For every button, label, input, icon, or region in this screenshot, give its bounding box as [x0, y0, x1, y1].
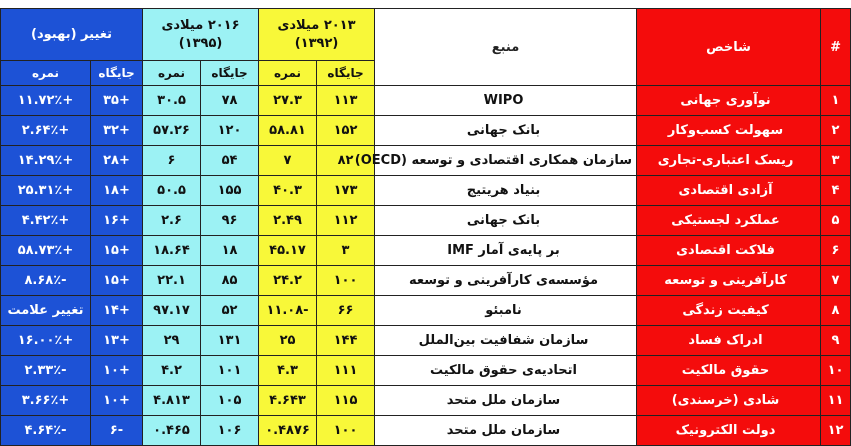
row-change-rank: +۱۸ — [91, 176, 143, 206]
row-2016-score: ۳۰.۵ — [143, 86, 201, 116]
row-change-rank: +۳۲ — [91, 116, 143, 146]
row-source: سازمان همکاری اقتصادی و توسعه (OECD) — [375, 146, 637, 176]
table-row — [1, 86, 851, 116]
row-number: ۹ — [821, 326, 851, 356]
row-2013-score: ۰.۴۸۷۶ — [259, 416, 317, 446]
row-2013-rank: ۱۱۱ — [317, 356, 375, 386]
row-2013-score: ۴.۶۴۳ — [259, 386, 317, 416]
row-indicator: حقوق مالکیت — [637, 356, 821, 386]
header-year-2016-shamsi: (۱۳۹۵) — [178, 35, 223, 51]
row-indicator: عملکرد لجستیکی — [637, 206, 821, 236]
row-2013-score: ۵۸.۸۱ — [259, 116, 317, 146]
row-2013-rank: ۸۲ — [317, 146, 375, 176]
row-2016-rank: ۱۵۵ — [201, 176, 259, 206]
header-source: منبع — [375, 9, 637, 86]
row-2013-rank: ۱۰۰ — [317, 416, 375, 446]
row-indicator: ادراک فساد — [637, 326, 821, 356]
row-2013-rank: ۱۱۵ — [317, 386, 375, 416]
row-number: ۳ — [821, 146, 851, 176]
row-2016-rank: ۱۲۰ — [201, 116, 259, 146]
header-change-score: نمره — [1, 61, 91, 86]
row-source: بانک جهانی — [375, 206, 637, 236]
row-2016-score: ۲۹ — [143, 326, 201, 356]
row-source: سازمان ملل متحد — [375, 386, 637, 416]
table-row — [1, 356, 851, 386]
row-2013-rank: ۱۴۴ — [317, 326, 375, 356]
header-number: # — [821, 9, 851, 86]
row-2013-rank: ۱۱۲ — [317, 206, 375, 236]
row-number: ۷ — [821, 266, 851, 296]
row-change-rank: +۱۰ — [91, 386, 143, 416]
row-2016-rank: ۵۴ — [201, 146, 259, 176]
row-change-rank: -۶ — [91, 416, 143, 446]
row-2016-score: ۵۷.۲۶ — [143, 116, 201, 146]
row-2016-rank: ۸۵ — [201, 266, 259, 296]
row-2016-rank: ۹۶ — [201, 206, 259, 236]
row-change-rank: +۳۵ — [91, 86, 143, 116]
table-row — [1, 416, 851, 446]
header-change-rank: جایگاه — [91, 61, 143, 86]
row-2013-score: ۴.۳ — [259, 356, 317, 386]
table-body — [1, 86, 851, 446]
row-2013-score: ۲۴.۲ — [259, 266, 317, 296]
row-2013-rank: ۶۶ — [317, 296, 375, 326]
header-change: تغییر (بهبود) — [1, 9, 143, 61]
row-change-rank: +۱۵ — [91, 266, 143, 296]
header-2016-score: نمره — [143, 61, 201, 86]
row-source: بانک جهانی — [375, 116, 637, 146]
table-row — [1, 116, 851, 146]
row-2013-score: ۴۵.۱۷ — [259, 236, 317, 266]
row-2013-rank: ۳ — [317, 236, 375, 266]
row-number: ۵ — [821, 206, 851, 236]
row-2013-score: ۲۵ — [259, 326, 317, 356]
row-2016-score: ۱۸.۶۴ — [143, 236, 201, 266]
row-2013-score: ۴۰.۳ — [259, 176, 317, 206]
row-indicator: دولت الکترونیک — [637, 416, 821, 446]
row-change-score: +۱۶.۰۰٪ — [1, 326, 91, 356]
table-row — [1, 176, 851, 206]
row-2016-score: ۶ — [143, 146, 201, 176]
table-row — [1, 386, 851, 416]
header-2016-rank: جایگاه — [201, 61, 259, 86]
row-change-rank: +۱۳ — [91, 326, 143, 356]
header-indicator: شاخص — [637, 9, 821, 86]
row-2013-rank: ۱۰۰ — [317, 266, 375, 296]
row-2016-score: ۲۲.۱ — [143, 266, 201, 296]
header-year-2016 — [143, 9, 259, 61]
header-year-2013-shamsi: (۱۳۹۲) — [294, 35, 339, 51]
row-indicator: سهولت کسب‌وکار — [637, 116, 821, 146]
row-2016-score: ۰.۴۶۵ — [143, 416, 201, 446]
row-number: ۸ — [821, 296, 851, 326]
row-indicator: کارآفرینی و توسعه — [637, 266, 821, 296]
row-indicator: کیفیت زندگی — [637, 296, 821, 326]
row-2016-rank: ۱۰۵ — [201, 386, 259, 416]
row-2013-rank: ۱۵۲ — [317, 116, 375, 146]
row-source: سازمان ملل متحد — [375, 416, 637, 446]
row-source: نامبئو — [375, 296, 637, 326]
row-change-rank: +۲۸ — [91, 146, 143, 176]
header-2013-rank: جایگاه — [317, 61, 375, 86]
table-row — [1, 326, 851, 356]
row-change-score: +۲.۶۴٪ — [1, 116, 91, 146]
row-indicator: آزادی اقتصادی — [637, 176, 821, 206]
row-number: ۱۰ — [821, 356, 851, 386]
row-2013-score: ۷ — [259, 146, 317, 176]
row-number: ۱ — [821, 86, 851, 116]
table-row — [1, 206, 851, 236]
row-2016-rank: ۵۲ — [201, 296, 259, 326]
header-year-2013 — [259, 9, 375, 61]
row-2013-score: ۲.۴۹ — [259, 206, 317, 236]
row-source: اتحادیه‌ی حقوق مالکیت — [375, 356, 637, 386]
row-source: WIPO — [375, 86, 637, 116]
row-source: مؤسسه‌ی کارآفرینی و توسعه — [375, 266, 637, 296]
row-change-score: +۲۵.۳۱٪ — [1, 176, 91, 206]
row-number: ۱۱ — [821, 386, 851, 416]
row-2013-score: -۱۱.۰۸ — [259, 296, 317, 326]
row-number: ۲ — [821, 116, 851, 146]
row-change-rank: +۱۶ — [91, 206, 143, 236]
header-year-2013-label: ۲۰۱۳ میلادی — [277, 17, 356, 33]
table-row — [1, 236, 851, 266]
row-change-score: -۸.۶۸٪ — [1, 266, 91, 296]
row-change-rank: +۱۴ — [91, 296, 143, 326]
row-2016-score: ۲.۶ — [143, 206, 201, 236]
row-source: سازمان شفافیت بین‌الملل — [375, 326, 637, 356]
row-2013-rank: ۱۱۳ — [317, 86, 375, 116]
row-2016-rank: ۱۸ — [201, 236, 259, 266]
table-row — [1, 146, 851, 176]
row-2016-score: ۹۷.۱۷ — [143, 296, 201, 326]
header-year-2016-label: ۲۰۱۶ میلادی — [161, 17, 240, 33]
row-source: بر پایه‌ی آمار IMF — [375, 236, 637, 266]
row-change-score: +۴.۴۲٪ — [1, 206, 91, 236]
row-2016-score: ۴.۸۱۳ — [143, 386, 201, 416]
row-indicator: شادی (خرسندی) — [637, 386, 821, 416]
row-change-score: +۱۴.۲۹٪ — [1, 146, 91, 176]
row-change-score: تغییر علامت — [1, 296, 91, 326]
row-change-score: +۵۸.۷۳٪ — [1, 236, 91, 266]
row-2016-rank: ۱۳۱ — [201, 326, 259, 356]
row-change-score: -۴.۶۴٪ — [1, 416, 91, 446]
row-2013-rank: ۱۷۳ — [317, 176, 375, 206]
row-2016-score: ۵۰.۵ — [143, 176, 201, 206]
row-change-rank: +۱۰ — [91, 356, 143, 386]
row-2016-score: ۴.۲ — [143, 356, 201, 386]
row-2016-rank: ۱۰۱ — [201, 356, 259, 386]
row-change-rank: +۱۵ — [91, 236, 143, 266]
row-source: بنیاد هریتیج — [375, 176, 637, 206]
row-change-score: -۲.۳۳٪ — [1, 356, 91, 386]
row-2016-rank: ۷۸ — [201, 86, 259, 116]
row-number: ۱۲ — [821, 416, 851, 446]
row-2013-score: ۲۷.۳ — [259, 86, 317, 116]
row-indicator: ریسک اعتباری-تجاری — [637, 146, 821, 176]
row-2016-rank: ۱۰۶ — [201, 416, 259, 446]
row-number: ۶ — [821, 236, 851, 266]
header-2013-score: نمره — [259, 61, 317, 86]
table-row — [1, 266, 851, 296]
table-row — [1, 296, 851, 326]
row-change-score: +۱۱.۷۲٪ — [1, 86, 91, 116]
row-indicator: فلاکت اقتصادی — [637, 236, 821, 266]
row-number: ۴ — [821, 176, 851, 206]
row-indicator: نوآوری جهانی — [637, 86, 821, 116]
indicator-comparison-table — [0, 8, 851, 446]
row-change-score: +۳.۶۶٪ — [1, 386, 91, 416]
